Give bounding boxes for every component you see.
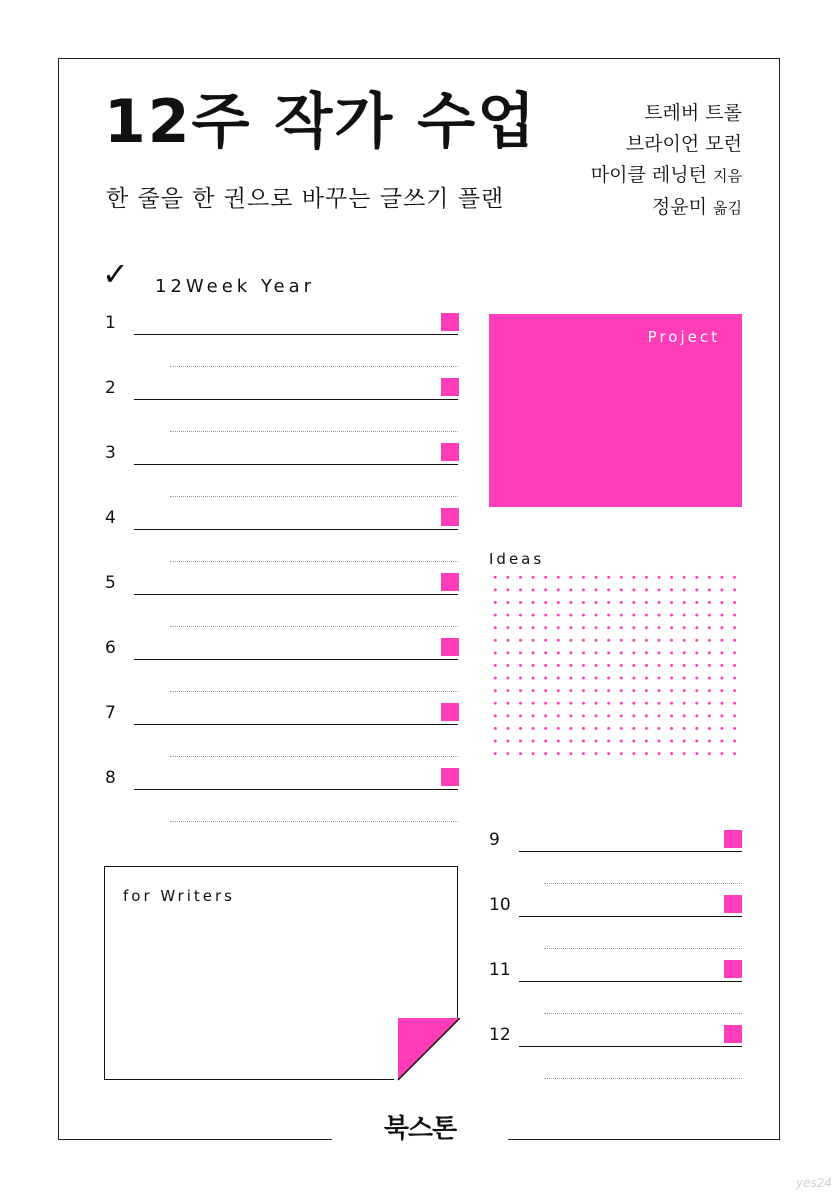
write-line: [134, 334, 458, 335]
author-name: 마이클 레닝턴: [590, 164, 707, 186]
write-line: [134, 529, 458, 530]
translator-role: 옮김: [713, 199, 742, 217]
project-label: Project: [647, 328, 720, 346]
publisher-logo: 북스톤: [383, 1114, 457, 1144]
write-line: [134, 724, 458, 725]
checkbox-square: [724, 960, 742, 978]
dotted-line: [544, 883, 742, 884]
write-line: [134, 594, 458, 595]
ideas-label: Ideas: [489, 550, 545, 568]
translator-name: 정윤미: [651, 196, 707, 218]
item-number: 3: [105, 443, 116, 463]
write-line: [134, 399, 458, 400]
write-line: [519, 851, 742, 852]
page-curl-icon: [394, 1018, 460, 1082]
write-line: [519, 916, 742, 917]
item-number: 9: [489, 830, 500, 850]
item-number: 4: [105, 508, 116, 528]
author-name: 트레버 트롤: [644, 102, 742, 124]
dotted-line: [544, 948, 742, 949]
dotted-line: [170, 561, 458, 562]
item-number: 7: [105, 703, 116, 723]
checkbox-square: [724, 895, 742, 913]
checkbox-square: [441, 443, 459, 461]
checkbox-square: [441, 768, 459, 786]
watermark: yes24: [795, 1176, 832, 1190]
item-number: 1: [105, 313, 116, 333]
week-year-label: 12Week Year: [155, 276, 316, 297]
checkbox-square: [441, 638, 459, 656]
translator-line: [591, 192, 742, 224]
checkbox-square: [724, 830, 742, 848]
item-number: 11: [489, 960, 511, 980]
dotted-line: [170, 756, 458, 757]
write-line: [134, 464, 458, 465]
author-role: 지음: [713, 167, 742, 185]
author-line: [591, 160, 742, 192]
checkbox-square: [441, 508, 459, 526]
author-line: [591, 129, 742, 160]
checkbox-square: [441, 573, 459, 591]
dotted-line: [544, 1013, 742, 1014]
author-name: 브라이언 모런: [625, 133, 742, 155]
write-line: [519, 1046, 742, 1047]
item-number: 5: [105, 573, 116, 593]
item-number: 10: [489, 895, 511, 915]
checkbox-square: [441, 703, 459, 721]
write-line: [134, 659, 458, 660]
book-title: 12주 작가 수업: [104, 87, 538, 157]
checkbox-square: [724, 1025, 742, 1043]
dotted-line: [170, 366, 458, 367]
author-credits: [591, 98, 742, 224]
write-line: [519, 981, 742, 982]
ideas-dot-grid: [489, 571, 745, 763]
author-line: [591, 98, 742, 129]
dotted-line: [170, 821, 458, 822]
checkbox-square: [441, 378, 459, 396]
book-subtitle: 한 줄을 한 권으로 바꾸는 글쓰기 플랜: [106, 186, 505, 212]
write-line: [134, 789, 458, 790]
dotted-line: [170, 691, 458, 692]
item-number: 8: [105, 768, 116, 788]
dotted-line: [170, 431, 458, 432]
project-block: [489, 314, 742, 507]
dotted-line: [544, 1078, 742, 1079]
dotted-line: [170, 626, 458, 627]
item-number: 2: [105, 378, 116, 398]
checkmark-icon: ✓: [102, 255, 129, 293]
dotted-line: [170, 496, 458, 497]
for-writers-label: for Writers: [123, 887, 235, 905]
checkbox-square: [441, 313, 459, 331]
item-number: 12: [489, 1025, 511, 1045]
item-number: 6: [105, 638, 116, 658]
